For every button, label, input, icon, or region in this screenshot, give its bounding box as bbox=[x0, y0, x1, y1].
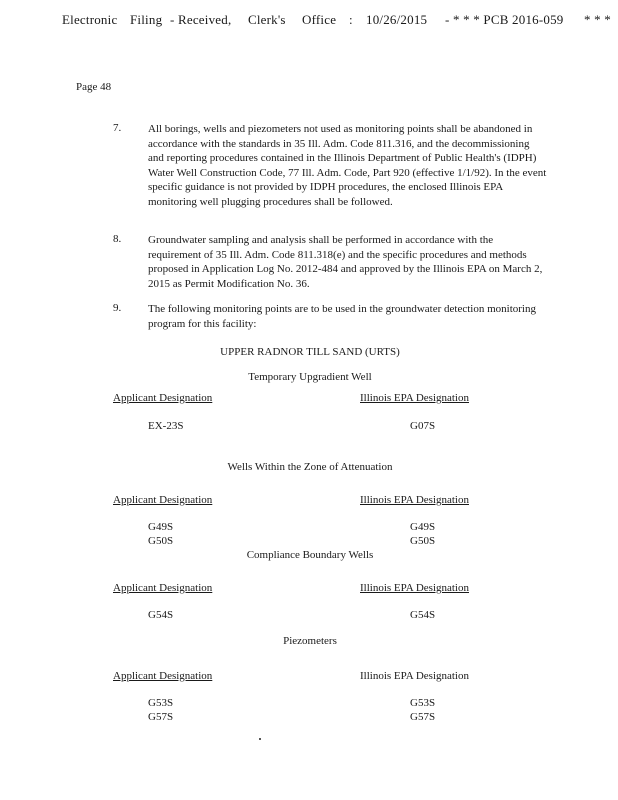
applicant-well-id: G53S bbox=[148, 697, 174, 709]
header-date: 10/26/2015 bbox=[366, 12, 428, 27]
applicant-well-id: G54S bbox=[148, 609, 174, 621]
paragraph-number-9: 9. bbox=[113, 302, 122, 314]
section-title-temporary-upgradient: Temporary Upgradient Well bbox=[248, 371, 372, 383]
applicant-well-id: G49S bbox=[148, 521, 174, 533]
applicant-designation-header: Applicant Designation bbox=[113, 392, 213, 404]
applicant-well-id: G57S bbox=[148, 711, 174, 723]
paragraph-9-text: The following monitoring points are to be used in the groundwater detection monitoring program for this facility: bbox=[148, 303, 536, 330]
epa-well-id: G57S bbox=[410, 711, 436, 723]
epa-designation-header: Illinois EPA Designation bbox=[360, 494, 469, 506]
header-pcb: - * * * PCB 2016-059 bbox=[445, 12, 564, 27]
epa-well-id: G54S bbox=[410, 609, 436, 621]
applicant-well-id: EX-23S bbox=[148, 420, 184, 432]
scan-speck bbox=[259, 738, 261, 740]
epa-well-id: G49S bbox=[410, 521, 436, 533]
section-title-piezometers: Piezometers bbox=[283, 635, 337, 647]
applicant-well-id: G50S bbox=[148, 535, 174, 547]
header-filing: Filing bbox=[130, 12, 163, 27]
paragraph-8-text: Groundwater sampling and analysis shall be performed in accordance with the requirement of 35 Ill. Adm. Code 811.318(e) and the specific procedures and methods proposed in Application Log No. 2012-484 and approved by the Illinois EPA on March 2, 2015 as Permit Modification No. 36. bbox=[148, 234, 543, 290]
header-office: Office bbox=[302, 12, 337, 27]
header-colon: : bbox=[349, 12, 353, 27]
section-title-zone-of-attenuation: Wells Within the Zone of Attenuation bbox=[227, 461, 393, 473]
epa-designation-header: Illinois EPA Designation bbox=[360, 670, 469, 682]
applicant-designation-header: Applicant Designation bbox=[113, 494, 213, 506]
paragraph-7-text: All borings, wells and piezometers not used as monitoring points shall be abandoned in accordance with the standards in 35 Ill. Adm. Code 811.316, and the decommissioning and reporting procedures contained in the Illinois Department of Public Health's (IDPH) Water Well Construction Code, 77 Ill. Adm. Code, Part 920 (effective 1/1/92). In the event specific guidance is not provided by IDPH procedures, the enclosed Illinois EPA monitoring well plugging procedures shall be followed. bbox=[148, 123, 547, 208]
unit-title: UPPER RADNOR TILL SAND (URTS) bbox=[220, 346, 400, 358]
epa-well-id: G07S bbox=[410, 420, 436, 432]
section-title-compliance-boundary: Compliance Boundary Wells bbox=[246, 549, 374, 561]
applicant-designation-header: Applicant Designation bbox=[113, 670, 213, 682]
paragraph-number-8: 8. bbox=[113, 233, 122, 245]
paragraph-number-7: 7. bbox=[113, 122, 122, 134]
header-received: - Received, bbox=[170, 12, 232, 27]
epa-designation-header: Illinois EPA Designation bbox=[360, 582, 469, 594]
epa-designation-header: Illinois EPA Designation bbox=[360, 392, 469, 404]
epa-well-id: G53S bbox=[410, 697, 436, 709]
epa-well-id: G50S bbox=[410, 535, 436, 547]
header-electronic: Electronic bbox=[62, 12, 118, 27]
applicant-designation-header: Applicant Designation bbox=[113, 582, 213, 594]
header-clerks: Clerk's bbox=[248, 12, 286, 27]
page-label: Page 48 bbox=[76, 81, 112, 93]
header-stars: * * * bbox=[584, 12, 611, 27]
